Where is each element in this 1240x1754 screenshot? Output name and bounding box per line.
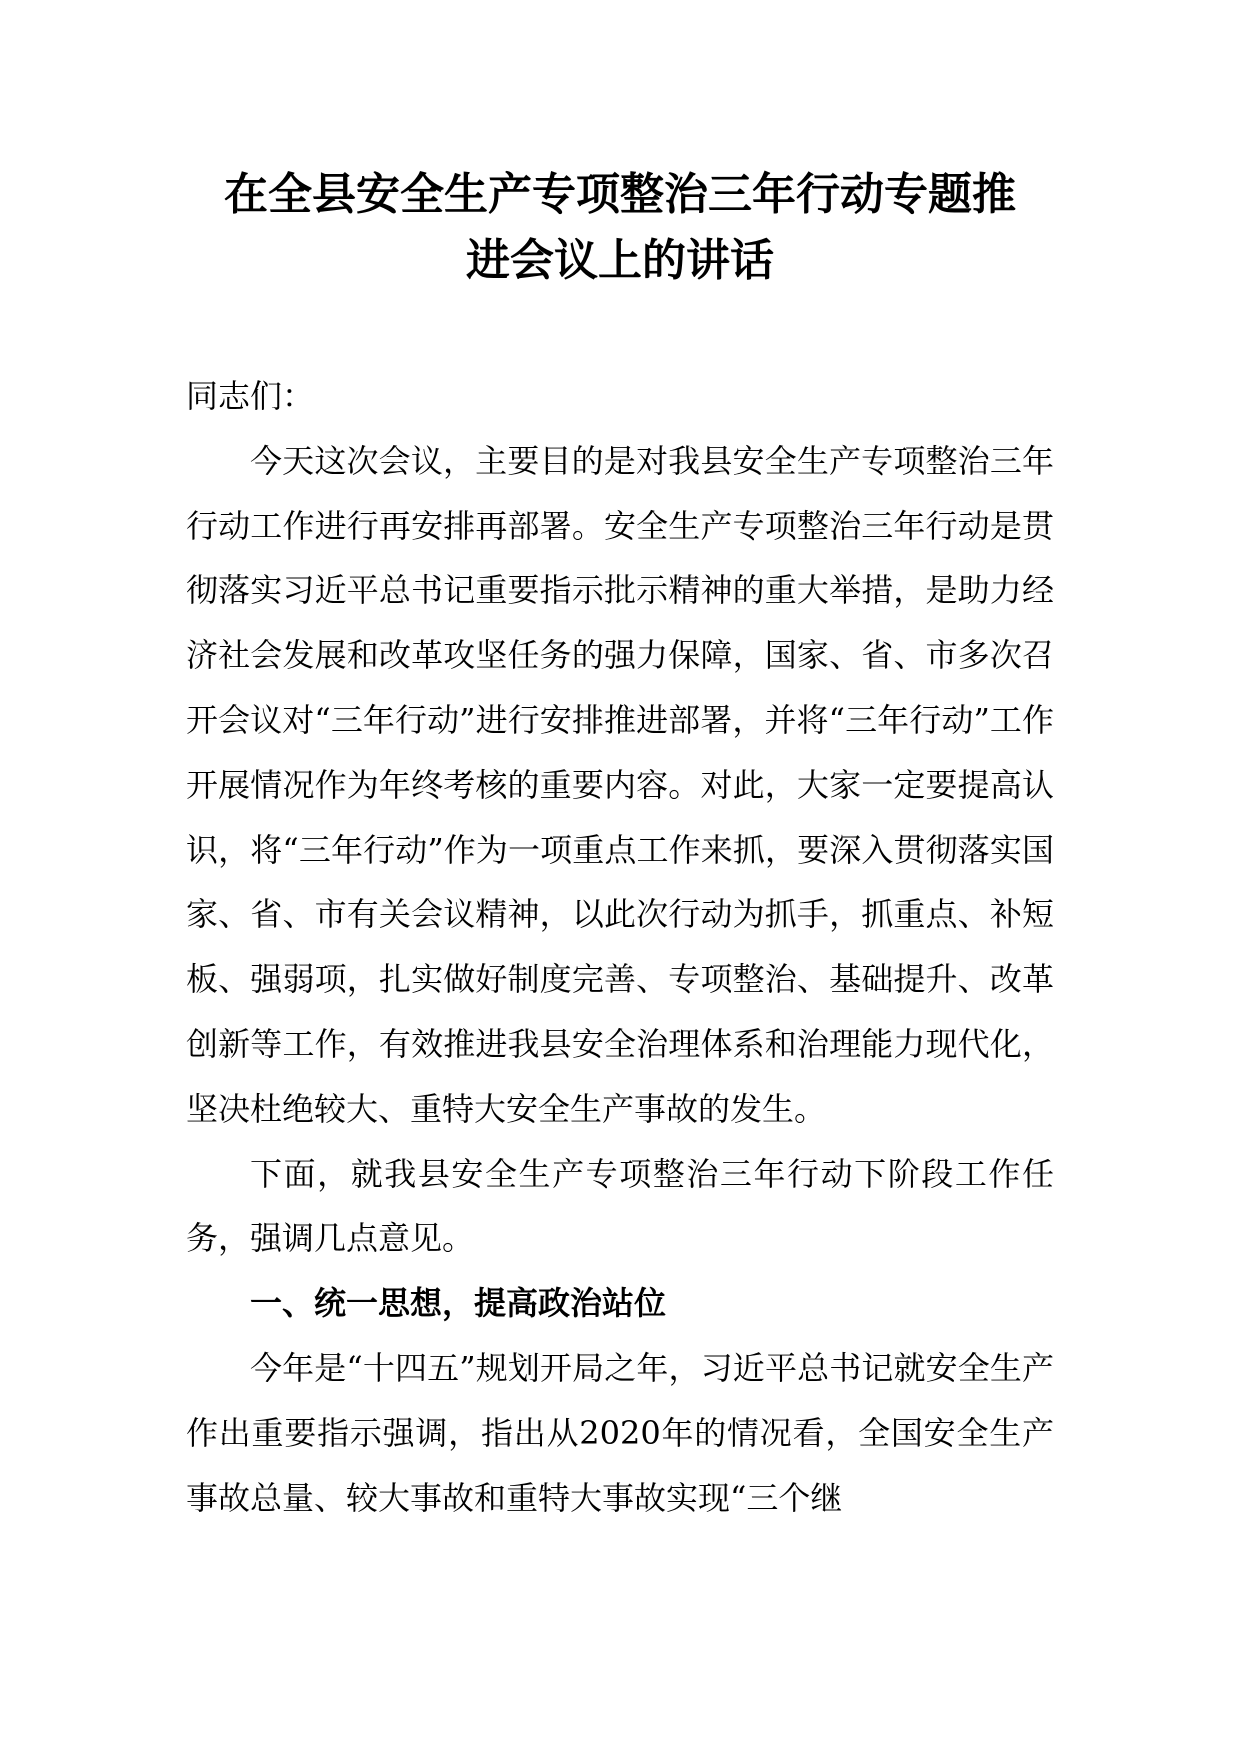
- document-body: [186, 364, 1054, 1530]
- document-title: [150, 162, 1090, 294]
- title-line-1: 在全县安全生产专项整治三年行动专题推: [224, 169, 1016, 220]
- salutation: 同志们：: [186, 377, 315, 415]
- paragraph-intro: 今天这次会议，主要目的是对我县安全生产专项整治三年行动工作进行再安排再部署。安全生产专项整治三年行动是贯彻落实习近平总书记重要指示批示精神的重大举措，是助力经济社会发展和改革攻坚任务的强力保障，国家、省、市多次召开会议对“三年行动”进行安排推进部署，并将“三年行动”工作开展情况作为年终考核的重要内容。对此，大家一定要提高认识，将“三年行动”作为一项重点工作来抓，要深入贯彻落实国家、省、市有关会议精神，以此次行动为抓手，抓重点、补短板、强弱项，扎实做好制度完善、专项整治、基础提升、改革创新等工作，有效推进我县安全治理体系和治理能力现代化，坚决杜绝较大、重特大安全生产事故的发生。: [186, 441, 1054, 1128]
- section-paragraph: 今年是“十四五”规划开局之年，习近平总书记就安全生产作出重要指示强调，指出从2020年的情况看，全国安全生产事故总量、较大事故和重特大事故实现“三个继: [186, 1348, 1054, 1517]
- title-line-2: 进会议上的讲话: [466, 235, 774, 286]
- paragraph-transition: 下面，就我县安全生产专项整治三年行动下阶段工作任务，强调几点意见。: [186, 1154, 1054, 1258]
- section-heading: 一、统一思想，提高政治站位: [250, 1284, 667, 1323]
